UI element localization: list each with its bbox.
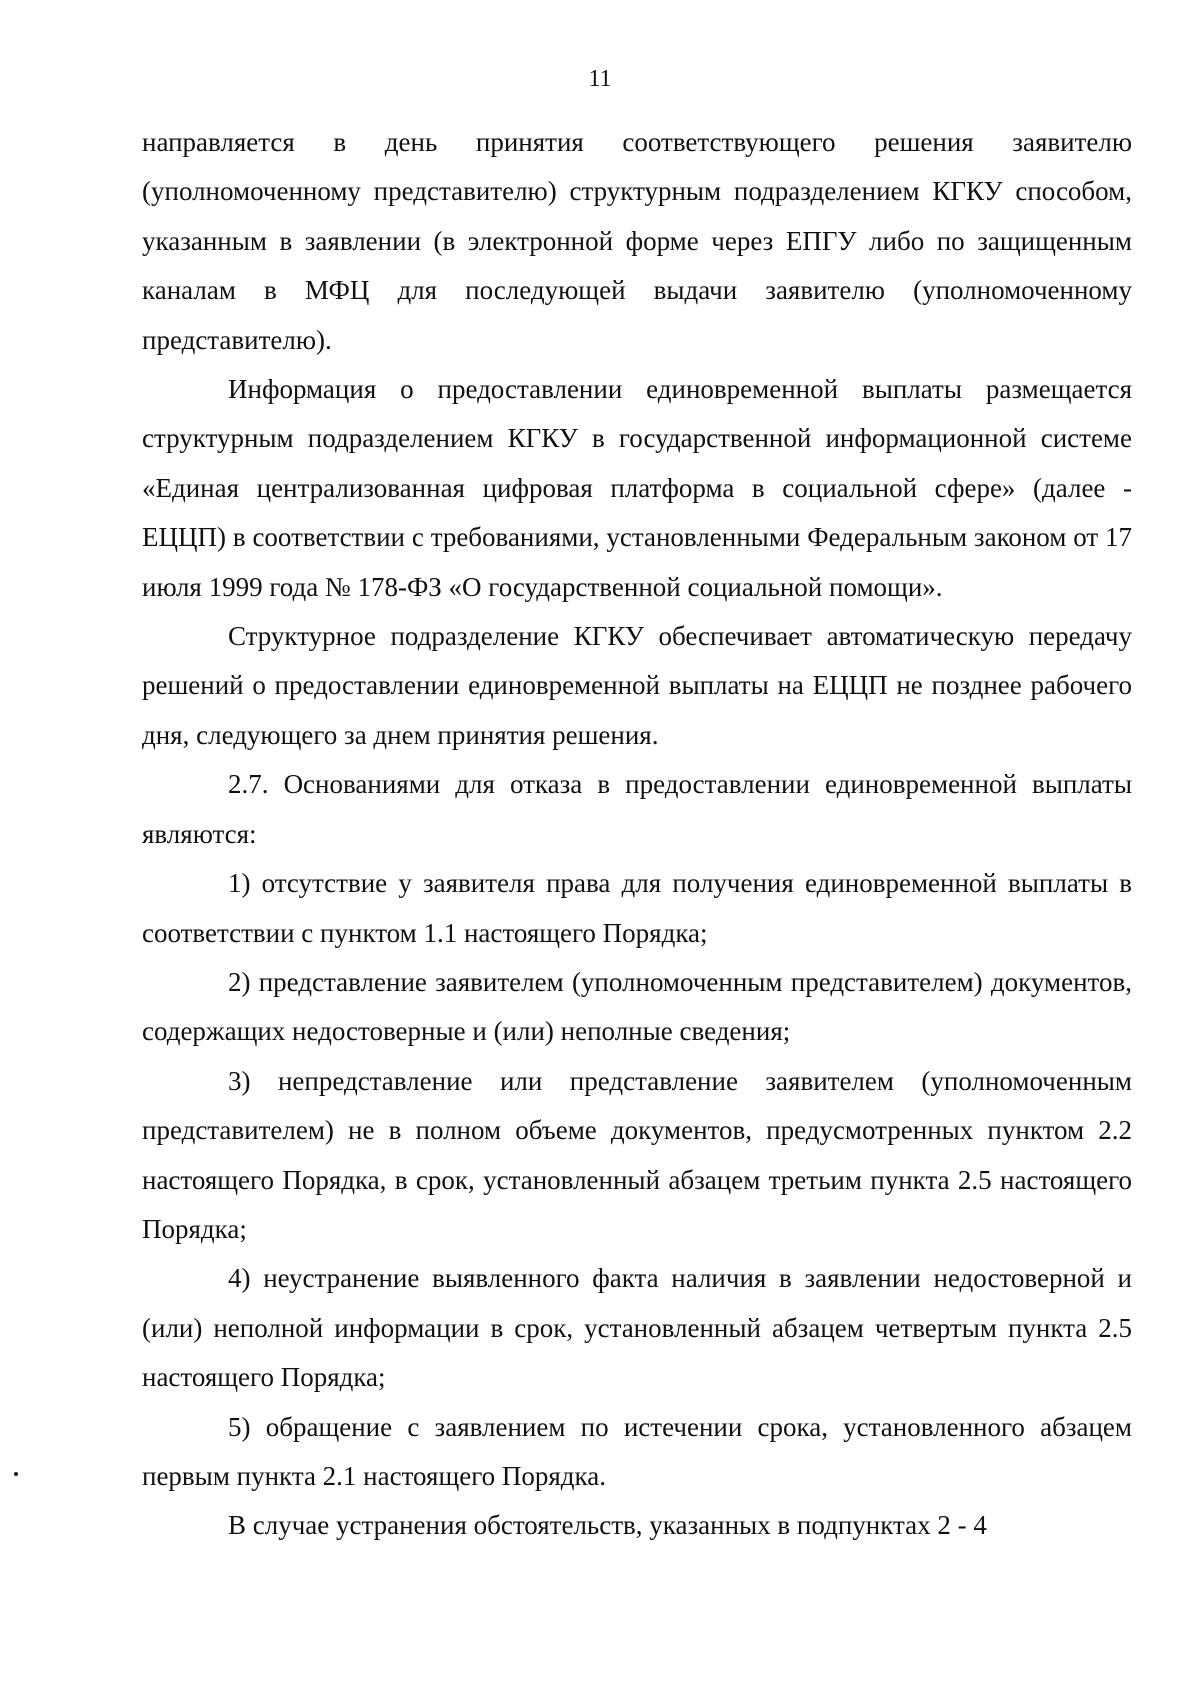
document-body [142, 118, 1132, 1551]
list-item-3: 3) непредставление или представление заявителем (уполномоченным представителем) не в полном объеме документов, предусмотренных пунктом 2.2 настоящего Порядка, в срок, установленный абзацем третьим пункта 2.5 настоящего Порядка; [142, 1065, 1132, 1244]
paragraph-auto-transfer: Структурное подразделение КГКУ обеспечивает автоматическую передачу решений о предоставлении единовременной выплаты на ЕЦЦП не позднее рабочего дня, следующего за днем принятия решения. [142, 621, 1132, 750]
paragraph-ecsp-info: Информация о предоставлении единовременной выплаты размещается структурным подразделением КГКУ в государственной информационной системе «Единая централизованная цифровая платформа в социальной сфере» (далее - ЕЦЦП) в соответствии с требованиями, установленными Федеральным законом от 17 июля 1999 года № 178-ФЗ «О государственной социальной помощи». [142, 374, 1132, 602]
scan-artifact-dot [14, 1472, 18, 1476]
list-item-2: 2) представление заявителем (уполномоченным представителем) документов, содержащих недостоверные и (или) неполные сведения; [142, 966, 1132, 1047]
list-item-4: 4) неустранение выявленного факта наличия в заявлении недостоверной и (или) неполной информации в срок, установленный абзацем четвертым пункта 2.5 настоящего Порядка; [142, 1263, 1132, 1393]
list-item-5: 5) обращение с заявлением по истечении срока, установленного абзацем первым пункта 2.1 настоящего Порядка. [142, 1411, 1132, 1491]
paragraph-elimination: В случае устранения обстоятельств, указанных в подпунктах 2 - 4 [228, 1510, 987, 1541]
paragraph-decision-notice: направляется в день принятия соответствующего решения заявителю (уполномоченному представителю) структурным подразделением КГКУ способом, указанным в заявлении (в электронной форме через ЕПГУ либо по защищенным каналам в МФЦ для последующей выдачи заявителю (уполномоченному представителю). [142, 127, 1132, 355]
paragraph-refusal-grounds: 2.7. Основаниями для отказа в предоставлении единовременной выплаты являются: [142, 769, 1132, 849]
list-item-1: 1) отсутствие у заявителя права для получения единовременной выплаты в соответствии с пунктом 1.1 настоящего Порядка; [142, 868, 1132, 948]
page-number: 11 [588, 66, 612, 92]
